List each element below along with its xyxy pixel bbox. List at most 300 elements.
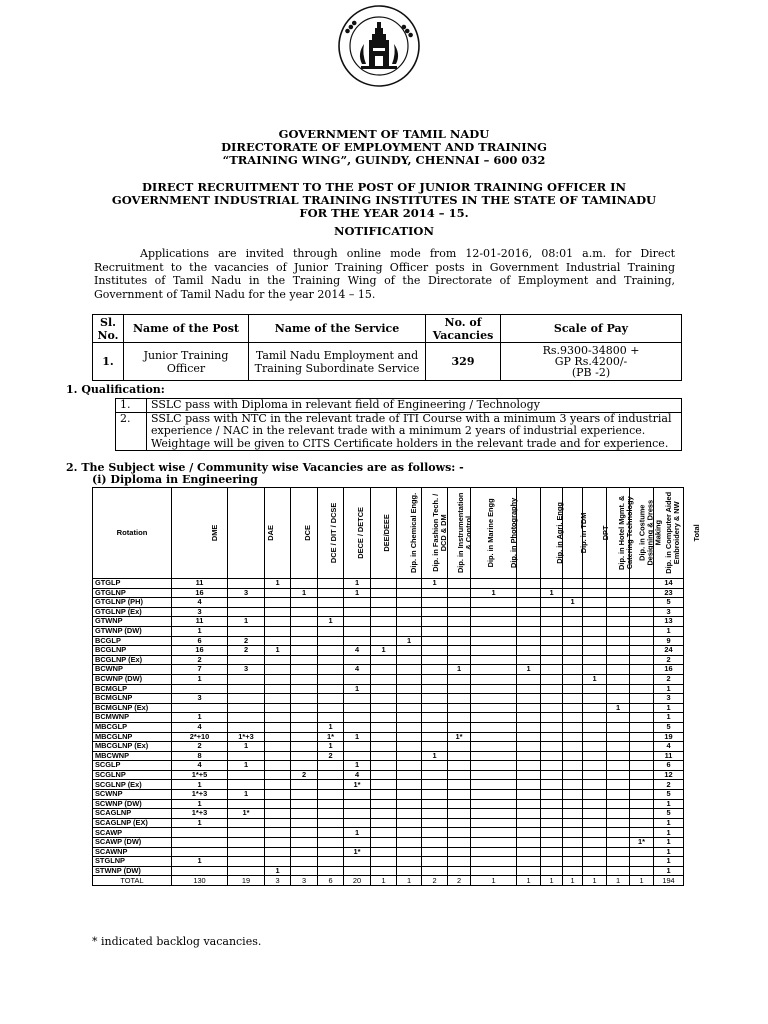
vacancy-cell: [291, 838, 318, 848]
vacancy-cell: [563, 703, 583, 713]
vacancy-cell: 16: [172, 588, 228, 598]
vacancy-cell: [630, 674, 654, 684]
vacancy-cell: [541, 866, 563, 876]
vacancy-cell: [607, 713, 630, 723]
vacancy-cell: [583, 684, 607, 694]
vacancy-cell: [630, 626, 654, 636]
vacancy-cell: [471, 818, 517, 828]
rotation-cell: STGLNP: [93, 857, 172, 867]
vacancy-cell: 1: [563, 876, 583, 886]
vacancy-cell: [422, 626, 448, 636]
vacancy-cell: 4: [344, 770, 371, 780]
vacancy-cell: [228, 828, 265, 838]
vacancy-cell: [318, 780, 344, 790]
vacancy-cell: [318, 828, 344, 838]
vacancy-cell: 2: [422, 876, 448, 886]
vacancy-cell: [541, 799, 563, 809]
vacancy-cell: [265, 703, 291, 713]
vacancy-cell: [344, 703, 371, 713]
row-vacancies: 329: [426, 343, 501, 381]
vacancy-cell: [607, 809, 630, 819]
vacancy-cell: [344, 598, 371, 608]
vacancy-cell: [607, 866, 630, 876]
vacancy-cell: [397, 847, 422, 857]
vacancy-cell: [583, 665, 607, 675]
vacancy-cell: [291, 828, 318, 838]
vacancy-cell: [291, 626, 318, 636]
vacancy-cell: [422, 818, 448, 828]
vacancy-cell: [397, 665, 422, 675]
vacancy-cell: 1: [344, 579, 371, 589]
vacancy-cell: [563, 732, 583, 742]
vacancy-row: [93, 857, 684, 867]
vacancy-cell: [422, 617, 448, 627]
vacancy-cell: [371, 790, 397, 800]
vacancy-cell: [517, 655, 541, 665]
vacancy-cell: [422, 684, 448, 694]
vacancy-cell: [172, 847, 228, 857]
vacancy-cell: [583, 866, 607, 876]
vacancy-cell: [607, 665, 630, 675]
vacancy-cell: [517, 694, 541, 704]
vacancy-col-label: Dip. in Instrumentation & Control: [456, 492, 473, 573]
scale-line-3: (PB -2): [571, 366, 611, 379]
vacancy-cell: 1: [291, 588, 318, 598]
vacancy-cell: 1: [371, 876, 397, 886]
vacancy-cell: [583, 857, 607, 867]
vacancy-cell: [318, 761, 344, 771]
vacancy-cell: [448, 626, 471, 636]
vacancy-cell: [607, 732, 630, 742]
vacancy-cell: [471, 694, 517, 704]
vacancy-cell: [371, 857, 397, 867]
vacancy-cell: [344, 742, 371, 752]
vacancy-cell: 1: [228, 761, 265, 771]
vacancy-cell: [228, 780, 265, 790]
vacancy-cell: [541, 579, 563, 589]
vacancy-cell: [541, 665, 563, 675]
vacancy-cell: [471, 809, 517, 819]
vacancy-cell: [630, 847, 654, 857]
vacancy-cell: 13: [654, 617, 684, 627]
vacancy-cell: [630, 818, 654, 828]
vacancy-cell: [291, 780, 318, 790]
vacancy-cell: [517, 809, 541, 819]
vacancy-cell: [448, 857, 471, 867]
vacancy-cell: [265, 684, 291, 694]
vacancy-cell: [318, 655, 344, 665]
vacancy-cell: [422, 742, 448, 752]
vacancy-cell: [471, 790, 517, 800]
vacancy-cell: [422, 598, 448, 608]
vacancy-cell: [607, 598, 630, 608]
rotation-cell: GTGLNP: [93, 588, 172, 598]
rotation-cell: BCWNP: [93, 665, 172, 675]
vacancy-cell: [607, 857, 630, 867]
vacancy-row: [93, 646, 684, 656]
vacancy-cell: [448, 579, 471, 589]
vacancy-cell: [448, 617, 471, 627]
vacancy-cell: 1: [563, 598, 583, 608]
vacancy-cell: [397, 732, 422, 742]
title-line-1: DIRECT RECRUITMENT TO THE POST OF JUNIOR TRAINING OFFICER IN: [141, 180, 627, 194]
vacancy-cell: [422, 857, 448, 867]
vacancy-cell: [448, 742, 471, 752]
vacancy-cell: [371, 866, 397, 876]
rotation-cell: GTGLP: [93, 579, 172, 589]
vacancy-cell: [291, 809, 318, 819]
vacancy-cell: [517, 607, 541, 617]
vacancy-cell: 2: [228, 636, 265, 646]
vacancy-cell: [563, 866, 583, 876]
vacancy-cell: 4: [172, 598, 228, 608]
vacancy-cell: [371, 579, 397, 589]
vacancy-cell: [517, 828, 541, 838]
vacancy-cell: 11: [172, 617, 228, 627]
rotation-cell: SCAWNP: [93, 847, 172, 857]
tamil-nadu-emblem-icon: [337, 4, 421, 88]
vacancy-cell: 7: [172, 665, 228, 675]
vacancy-cell: [541, 694, 563, 704]
vacancy-cell: [371, 722, 397, 732]
vacancy-row: [93, 828, 684, 838]
vacancy-row: [93, 770, 684, 780]
vacancy-cell: [344, 626, 371, 636]
vacancy-cell: 1: [541, 876, 563, 886]
vacancy-cell: [630, 588, 654, 598]
vacancy-cell: 3: [172, 694, 228, 704]
vacancy-cell: [583, 646, 607, 656]
vacancy-cell: [607, 626, 630, 636]
vacancy-cell: [583, 722, 607, 732]
vacancy-cell: 9: [654, 636, 684, 646]
vacancy-row: [93, 866, 684, 876]
vacancy-col-header: [172, 488, 228, 579]
vacancy-cell: [630, 761, 654, 771]
vacancy-col-label: DCE / DIT / DCSE: [329, 502, 339, 563]
vacancy-cell: [371, 838, 397, 848]
vacancy-cell: 1: [654, 828, 684, 838]
vacancy-cell: [291, 636, 318, 646]
vacancy-cell: [517, 646, 541, 656]
vacancy-cell: 11: [654, 751, 684, 761]
rotation-cell: SCAWP: [93, 828, 172, 838]
vacancy-col-label: DCE: [303, 524, 313, 541]
vacancy-cell: [397, 674, 422, 684]
vacancy-cell: [291, 866, 318, 876]
vacancy-cell: [371, 607, 397, 617]
vacancy-cell: [344, 713, 371, 723]
vacancy-cell: [607, 828, 630, 838]
vacancy-cell: [265, 790, 291, 800]
vacancy-cell: [228, 655, 265, 665]
vacancy-cell: 3: [654, 694, 684, 704]
vacancy-cell: [371, 703, 397, 713]
vacancy-cell: [607, 847, 630, 857]
notification-heading: NOTIFICATION: [334, 224, 434, 238]
vacancy-cell: [607, 636, 630, 646]
vacancy-cell: [344, 722, 371, 732]
rotation-cell: SCAWP (DW): [93, 838, 172, 848]
vacancy-cell: [541, 838, 563, 848]
vacancy-cell: [607, 818, 630, 828]
vacancy-row: [93, 598, 684, 608]
vacancy-cell: [541, 607, 563, 617]
vacancy-cell: [607, 646, 630, 656]
vacancy-cell: [397, 818, 422, 828]
vacancy-cell: 3: [228, 588, 265, 598]
vacancy-cell: 2*+10: [172, 732, 228, 742]
col-sl-no: Sl. No.: [93, 315, 124, 343]
vacancy-cell: [630, 770, 654, 780]
vacancy-cell: [422, 809, 448, 819]
vacancy-cell: [607, 588, 630, 598]
vacancy-cell: [630, 866, 654, 876]
vacancy-cell: [422, 713, 448, 723]
vacancy-cell: [583, 655, 607, 665]
vacancy-cell: [630, 790, 654, 800]
vacancy-cell: [291, 674, 318, 684]
vacancy-cell: [344, 799, 371, 809]
vacancy-cell: [607, 742, 630, 752]
vacancy-cell: [541, 742, 563, 752]
rotation-cell: SCGLP: [93, 761, 172, 771]
vacancy-cell: [607, 684, 630, 694]
vacancy-cell: [371, 598, 397, 608]
vacancy-cell: [607, 761, 630, 771]
vacancy-cell: [291, 617, 318, 627]
vacancy-cell: [448, 847, 471, 857]
vacancy-cell: [630, 617, 654, 627]
vacancy-cell: 1: [228, 742, 265, 752]
vacancy-cell: [471, 751, 517, 761]
vacancy-cell: [471, 742, 517, 752]
vacancy-cell: [607, 838, 630, 848]
vacancy-cell: [422, 607, 448, 617]
vacancy-cell: [318, 646, 344, 656]
vacancy-row: [93, 809, 684, 819]
vacancy-cell: [563, 684, 583, 694]
vacancy-cell: [607, 790, 630, 800]
vacancy-cell: [471, 607, 517, 617]
vacancy-cell: 1*: [228, 809, 265, 819]
vacancy-cell: 1*: [344, 847, 371, 857]
vacancy-cell: [371, 732, 397, 742]
vacancy-cell: [422, 703, 448, 713]
vacancy-cell: 1: [397, 636, 422, 646]
vacancy-row: [93, 722, 684, 732]
vacancy-cell: [228, 866, 265, 876]
vacancy-cell: [344, 809, 371, 819]
vacancy-cell: [541, 703, 563, 713]
vacancy-cell: [265, 655, 291, 665]
vacancy-cell: [563, 828, 583, 838]
vacancy-cell: 1: [517, 665, 541, 675]
vacancy-cell: [371, 742, 397, 752]
vacancy-cell: [318, 790, 344, 800]
vacancy-cell: 2: [291, 770, 318, 780]
vacancy-cell: 11: [172, 579, 228, 589]
vacancy-cell: 1*: [344, 780, 371, 790]
scale-line-1: Rs.9300-34800 +: [542, 344, 640, 357]
vacancy-cell: [344, 838, 371, 848]
vacancy-cell: [517, 790, 541, 800]
vacancy-cell: [422, 732, 448, 742]
vacancy-cell: [422, 588, 448, 598]
vacancy-cell: [397, 713, 422, 723]
vacancy-cell: [371, 674, 397, 684]
vacancy-row: [93, 742, 684, 752]
vacancy-cell: [371, 809, 397, 819]
vacancy-cell: [422, 636, 448, 646]
vacancy-cell: [448, 866, 471, 876]
vacancy-cell: 1: [265, 866, 291, 876]
vacancy-cell: [517, 732, 541, 742]
vacancy-cell: [318, 579, 344, 589]
vacancy-cell: [583, 809, 607, 819]
vacancy-cell: [563, 646, 583, 656]
vacancy-cell: 1: [654, 799, 684, 809]
vacancy-cell: [583, 780, 607, 790]
vacancy-row: [93, 847, 684, 857]
vacancy-cell: [471, 703, 517, 713]
vacancy-cell: 4: [344, 665, 371, 675]
vacancy-cell: 1: [397, 876, 422, 886]
vacancy-cell: [422, 761, 448, 771]
vacancy-cell: [471, 579, 517, 589]
vacancy-cell: [541, 761, 563, 771]
vacancy-cell: [448, 780, 471, 790]
rotation-cell: SCGLNP: [93, 770, 172, 780]
vacancy-cell: [583, 598, 607, 608]
vacancy-cell: [607, 617, 630, 627]
col-scale-of-pay: Scale of Pay: [501, 315, 682, 343]
vacancy-row: [93, 818, 684, 828]
vacancy-cell: 1: [654, 626, 684, 636]
vacancy-cell: [471, 646, 517, 656]
vacancy-cell: [541, 684, 563, 694]
vacancy-cell: [448, 636, 471, 646]
vacancy-cell: [630, 694, 654, 704]
vacancy-cell: [448, 828, 471, 838]
vacancy-row: [93, 674, 684, 684]
vacancy-cell: 4: [172, 722, 228, 732]
vacancy-cell: [517, 722, 541, 732]
vacancy-cell: [448, 799, 471, 809]
vacancy-cell: [371, 617, 397, 627]
vacancy-cell: [344, 694, 371, 704]
vacancy-col-label: Total: [692, 524, 702, 542]
vacancy-cell: [583, 626, 607, 636]
vacancy-row: [93, 799, 684, 809]
vacancy-cell: 2: [172, 742, 228, 752]
vacancy-cell: [265, 636, 291, 646]
vacancy-cell: [471, 617, 517, 627]
qualification-item-2: [147, 412, 682, 451]
vacancy-cell: [471, 761, 517, 771]
vacancy-cell: 20: [344, 876, 371, 886]
vacancy-cell: 1: [654, 866, 684, 876]
vacancy-cell: [318, 809, 344, 819]
vacancy-col-header: [228, 488, 276, 579]
vacancy-cell: [291, 607, 318, 617]
vacancy-cell: 4: [172, 761, 228, 771]
vacancy-cell: 12: [654, 770, 684, 780]
vacancy-cell: [563, 847, 583, 857]
vacancy-cell: [583, 770, 607, 780]
vacancy-cell: [517, 838, 541, 848]
vacancy-cell: [607, 722, 630, 732]
vacancy-cell: [228, 626, 265, 636]
vacancy-cell: [344, 751, 371, 761]
vacancy-cell: [541, 713, 563, 723]
rotation-cell: BCMGLP: [93, 684, 172, 694]
vacancy-row: [93, 636, 684, 646]
vacancy-cell: [630, 809, 654, 819]
vacancy-cell: [318, 684, 344, 694]
vacancy-cell: [563, 607, 583, 617]
vacancy-cell: [172, 866, 228, 876]
vacancy-cell: [318, 838, 344, 848]
vacancy-cell: [318, 847, 344, 857]
vacancy-cell: [448, 684, 471, 694]
vacancy-cell: [228, 857, 265, 867]
vacancy-row: [93, 579, 684, 589]
vacancy-cell: [228, 713, 265, 723]
header-address: “TRAINING WING”, GUINDY, CHENNAI – 600 032: [222, 153, 546, 167]
vacancy-cell: [228, 607, 265, 617]
vacancy-cell: [607, 674, 630, 684]
vacancy-cell: [371, 780, 397, 790]
vacancy-cell: [630, 722, 654, 732]
vacancy-cell: [397, 722, 422, 732]
vacancy-col-label: DAE: [266, 524, 276, 541]
vacancy-cell: 6: [318, 876, 344, 886]
vacancy-header-row: [93, 488, 684, 579]
vacancy-cell: [371, 847, 397, 857]
vacancy-cell: [344, 636, 371, 646]
vacancy-cell: [265, 626, 291, 636]
vacancy-cell: 1: [371, 646, 397, 656]
vacancy-cell: [563, 742, 583, 752]
vacancy-cell: [318, 799, 344, 809]
vacancy-cell: [541, 770, 563, 780]
vacancy-cell: [397, 799, 422, 809]
vacancy-col-label: Dip. in Costume Designing & Dress Making: [637, 499, 662, 566]
vacancy-cell: [471, 732, 517, 742]
weightage-note: Weightage will be given to CITS Certificate holders in the relevant trade and for experience.: [151, 436, 669, 450]
vacancy-cell: [630, 799, 654, 809]
vacancy-cell: [630, 780, 654, 790]
vacancy-cell: 130: [172, 876, 228, 886]
vacancy-cell: [318, 818, 344, 828]
vacancy-cell: [471, 636, 517, 646]
vacancy-cell: [563, 809, 583, 819]
vacancy-cell: [318, 588, 344, 598]
vacancy-cell: 1: [172, 780, 228, 790]
vacancy-cell: [541, 780, 563, 790]
vacancy-table: [92, 487, 702, 886]
vacancy-cell: [265, 818, 291, 828]
vacancy-cell: [541, 809, 563, 819]
vacancy-cell: [541, 847, 563, 857]
vacancy-cell: [583, 588, 607, 598]
vacancy-cell: [448, 607, 471, 617]
vacancy-cell: [265, 713, 291, 723]
vacancy-cell: [563, 665, 583, 675]
vacancy-cell: [607, 607, 630, 617]
vacancy-cell: 1: [422, 751, 448, 761]
